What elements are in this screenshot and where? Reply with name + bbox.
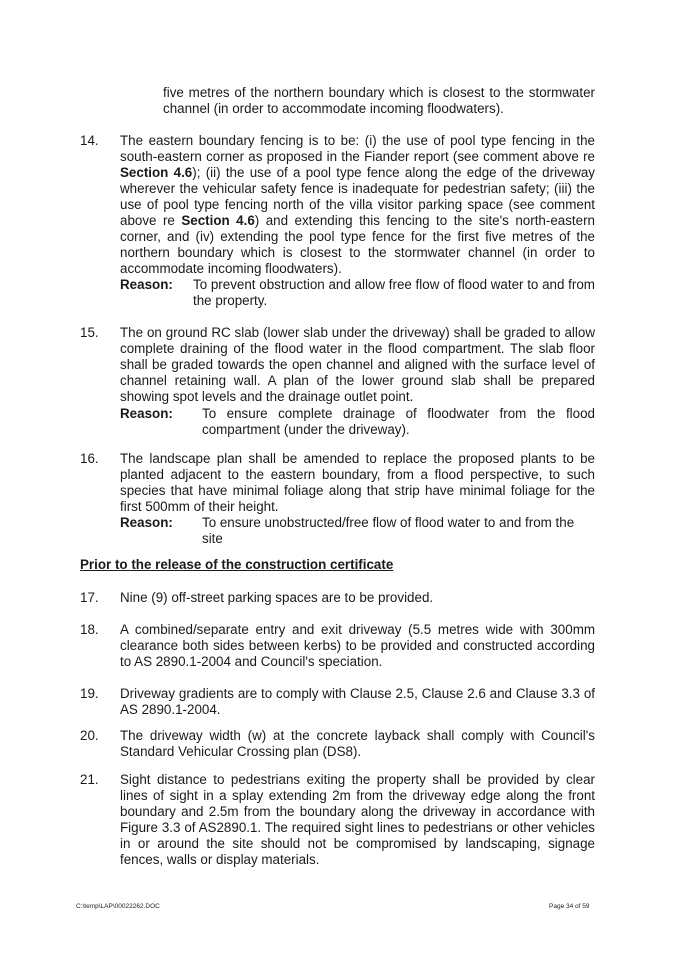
reason-label: Reason: [120, 277, 173, 292]
item-number: 21. [80, 772, 99, 787]
section-heading: Prior to the release of the construction certificate [80, 557, 394, 572]
item-text: Sight distance to pedestrians exiting the property shall be provided by clear lines of sight in a splay extending 2m from the driveway edge along the front boundary and 2.5m from the boundary along the driveway in accordance with Figure 3.3 of AS2890.1. The required sight lines to pedestrians or other vehicles in or around the site should not be compromised by landscaping, signage fences, walls or display materials. [120, 772, 595, 867]
item-text: A combined/separate entry and exit driveway (5.5 metres wide with 300mm clearance both sides between kerbs) to be provided and constructed according to AS 2890.1-2004 and Council's speciation. [120, 622, 595, 669]
reason-label: Reason: [120, 515, 173, 530]
reason-text: To ensure unobstructed/free flow of flood water to and from the site [202, 515, 575, 546]
item-number: 20. [80, 728, 99, 743]
item-text: The on ground RC slab (lower slab under the driveway) shall be graded to allow complete draining of the flood water in the flood compartment. The slab floor shall be graded towards the open channel and aligned with the surface level of channel retaining wall. A plan of the lower ground slab shall be prepared showing spot levels and the drainage outlet point. [120, 325, 595, 404]
item-text: The driveway width (w) at the concrete layback shall comply with Council's Standard Vehicular Crossing plan (DS8). [120, 728, 595, 759]
footer-page-number: Page 34 of 59 [549, 903, 590, 910]
item-text: Nine (9) off-street parking spaces are to be provided. [120, 590, 434, 605]
item-number: 17. [80, 590, 99, 605]
item-number: 19. [80, 686, 99, 701]
item-number: 14. [80, 133, 99, 148]
item-number: 18. [80, 622, 99, 637]
reason-label: Reason: [120, 406, 173, 421]
item-text: The eastern boundary fencing is to be: (i) the use of pool type fencing in the south-eastern corner as proposed in the Fiander report (see comment above re Section 4.6); (ii) the use of a pool type fence along the edge of the driveway wherever the vehicular safety fence is inadequate for pedestrian safety; (iii) the use of pool type fencing north of the villa visitor parking space (see comment above re Section 4.6) and extending this fencing to the site's north-eastern corner, and (iv) extending the pool type fence for the first five metres of the northern boundary which is closest to the stormwater channel (in order to accommodate incoming floodwaters). [120, 133, 596, 276]
reason-text: To ensure complete drainage of floodwater from the flood compartment (under the driveway). [202, 406, 595, 437]
continuation-paragraph: five metres of the northern boundary which is closest to the stormwater channel (in order to accommodate incoming floodwaters). [163, 85, 595, 116]
footer-file-path: C:\temp\LAP\00022262.DOC [76, 903, 160, 910]
item-text: Driveway gradients are to comply with Clause 2.5, Clause 2.6 and Clause 3.3 of AS 2890.1-2004. [120, 686, 595, 717]
section-reference: Section 4.6 [181, 213, 255, 228]
reason-text: To prevent obstruction and allow free flow of flood water to and from the property. [193, 277, 595, 308]
section-reference: Section 4.6 [120, 165, 193, 180]
item-number: 16. [80, 451, 99, 466]
item-number: 15. [80, 325, 99, 340]
item-text: The landscape plan shall be amended to replace the proposed plants to be planted adjacent to the eastern boundary, from a flood perspective, to such species that have minimal foliage along that strip have minimal foliage for the first 500mm of their height. [120, 451, 595, 514]
